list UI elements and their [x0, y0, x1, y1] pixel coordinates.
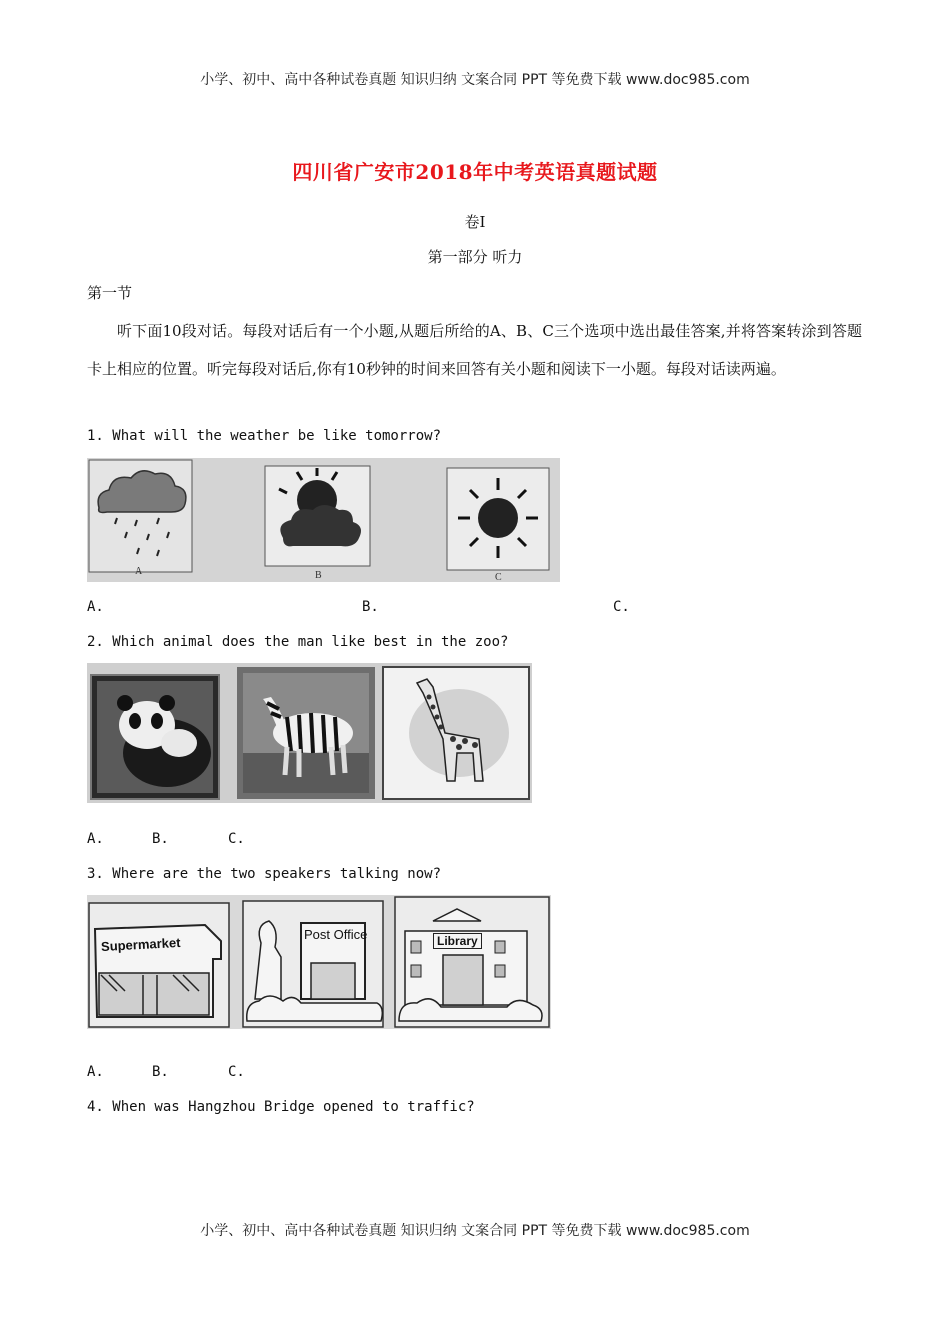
image-label-b: B [315, 570, 322, 581]
option-b: B. [362, 599, 379, 615]
option-c: C. [228, 831, 245, 847]
instructions: 听下面10段对话。每段对话后有一个小题,从题后所给的A、B、C三个选项中选出最佳答案,并将答案转涂到答题卡上相应的位置。听完每段对话后,你有10秒钟的时间来回答有关小题和阅读下一小题。每段对话读两遍。 [87, 322, 862, 378]
sun-behind-cloud-icon [265, 466, 370, 566]
option-a: A. [87, 599, 104, 615]
weather-pictures [87, 458, 560, 582]
animal-pictures [87, 663, 532, 803]
question-2: 2. Which animal does the man like best in the zoo? [87, 634, 509, 650]
option-a: A. [87, 1064, 104, 1080]
option-a: A. [87, 831, 104, 847]
volume-label: 卷I [464, 213, 486, 231]
sun-icon [447, 468, 549, 570]
post-office-sign: Post Office [304, 927, 368, 942]
image-label-c: C [495, 572, 502, 582]
question-3: 3. Where are the two speakers talking now? [87, 866, 442, 882]
library-sign: Library [433, 933, 482, 949]
supermarket-sign: Supermarket [100, 934, 181, 955]
question-1: 1. What will the weather be like tomorrow? [87, 428, 442, 444]
option-b: B. [152, 1064, 169, 1080]
giraffe-icon [383, 667, 529, 799]
page-footer: 小学、初中、高中各种试卷真题 知识归纳 文案合同 PPT 等免费下载 www.doc985.com [200, 1223, 750, 1239]
building-pictures [87, 895, 551, 1029]
page-header: 小学、初中、高中各种试卷真题 知识归纳 文案合同 PPT 等免费下载 www.doc985.com [200, 72, 750, 88]
part-label: 第一部分 听力 [427, 248, 523, 266]
image-label-a: A [135, 566, 143, 577]
question-4: 4. When was Hangzhou Bridge opened to traffic? [87, 1099, 475, 1115]
library-building [395, 897, 549, 1027]
zebra-icon [237, 667, 375, 799]
rain-cloud-icon [89, 460, 192, 572]
exam-title: 四川省广安市2018年中考英语真题试题 [292, 160, 658, 184]
panda-icon [91, 675, 219, 799]
post-office-building [243, 901, 383, 1027]
option-b: B. [152, 831, 169, 847]
option-c: C. [613, 599, 630, 615]
section-label: 第一节 [87, 284, 133, 302]
option-c: C. [228, 1064, 245, 1080]
supermarket-building [89, 903, 229, 1027]
